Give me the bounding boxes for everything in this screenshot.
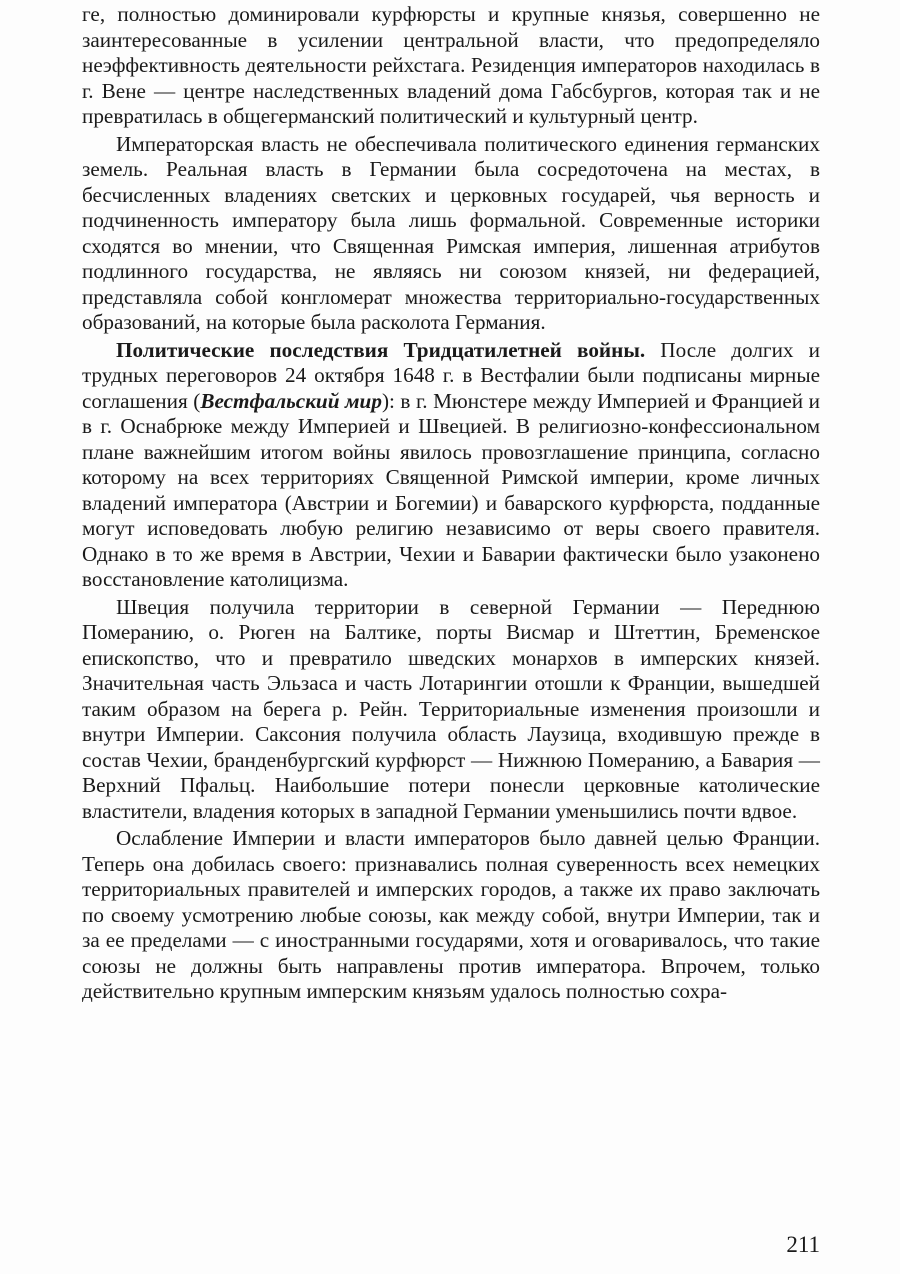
section-heading: Политические последствия Тридцатилетней войны.: [116, 337, 646, 362]
paragraph-text: Императорская власть не обеспечивала политического единения германских земель. Реальная власть в Германии была сосредоточена на местах, в бесчисленных владениях светских и церковных государей, чья верность и подчиненность императору была лишь формальной. Современные историки сходятся во мнении, что Священная Римская империя, лишенная атрибутов подлинного государства, не являясь ни союзом князей, ни федерацией, представляла собой конгломерат множества территориально-государственных образований, на которые была расколота Германия.: [82, 131, 820, 334]
emphasized-term: Вестфальский мир: [200, 388, 382, 413]
paragraph-text: ге, полностью доминировали курфюрсты и крупные князья, совершенно не заинтересованные в усилении центральной власти, что предопределяло неэффективность деятельности рейхстага. Резиденция императоров находилась в г. Вене — центре наследственных владений дома Габсбургов, которая так и не превратилась в общегерманский политический и культурный центр.: [82, 2, 820, 128]
paragraph-2: [82, 132, 820, 336]
page-number: 211: [786, 1232, 820, 1257]
paragraph-text: Швеция получила территории в северной Германии — Переднюю Померанию, о. Рюген на Балтике, порты Висмар и Штеттин, Бременское епископство, что и превратило шведских монархов в имперских князей. Значительная часть Эльзаса и часть Лотарингии отошли к Франции, вышедшей таким образом на берега р. Рейн. Территориальные изменения произошли и внутри Империи. Саксония получила область Лаузица, входившую прежде в состав Чехии, бранденбургский курфюрст — Нижнюю Померанию, а Бавария — Верхний Пфальц. Наибольшие потери понесли церковные католические властители, владения которых в западной Германии уменьшились почти вдвое.: [82, 594, 820, 823]
paragraph-text: ): в г. Мюнстере между Империей и Францией и в г. Оснабрюке между Империей и Швецией. В религиозно-конфессиональном плане важнейшим итогом войны явилось провозглашение принципа, согласно которому на всех территориях Священной Римской империи, кроме личных владений императора (Австрии и Богемии) и баварского курфюрста, подданные могут исповедовать любую религию независимо от веры своего правителя. Однако в то же время в Австрии, Чехии и Баварии фактически было узаконено восстановление католицизма.: [82, 388, 820, 591]
paragraph-1: [82, 2, 820, 130]
paragraph-text: После долгих и трудных переговоров 24 октября 1648 г. в Вестфалии были подписаны мирные соглашения (: [82, 337, 821, 413]
paragraph-4: [82, 595, 820, 825]
paragraph-text: Ослабление Империи и власти императоров было давней целью Франции. Теперь она добилась своего: признавались полная суверенность всех немецких территориальных правителей и имперских городов, а также их право заключать по своему усмотрению любые союзы, как между собой, внутри Империи, так и за ее пределами — с иностранными государями, хотя и оговаривалось, что такие союзы не должны быть направлены против императора. Впрочем, только действительно крупным имперским князьям удалось полностью сохра-: [82, 826, 820, 1003]
paragraph-5: [82, 826, 820, 1005]
paragraph-3: [82, 338, 820, 593]
text-column: [82, 2, 820, 1005]
